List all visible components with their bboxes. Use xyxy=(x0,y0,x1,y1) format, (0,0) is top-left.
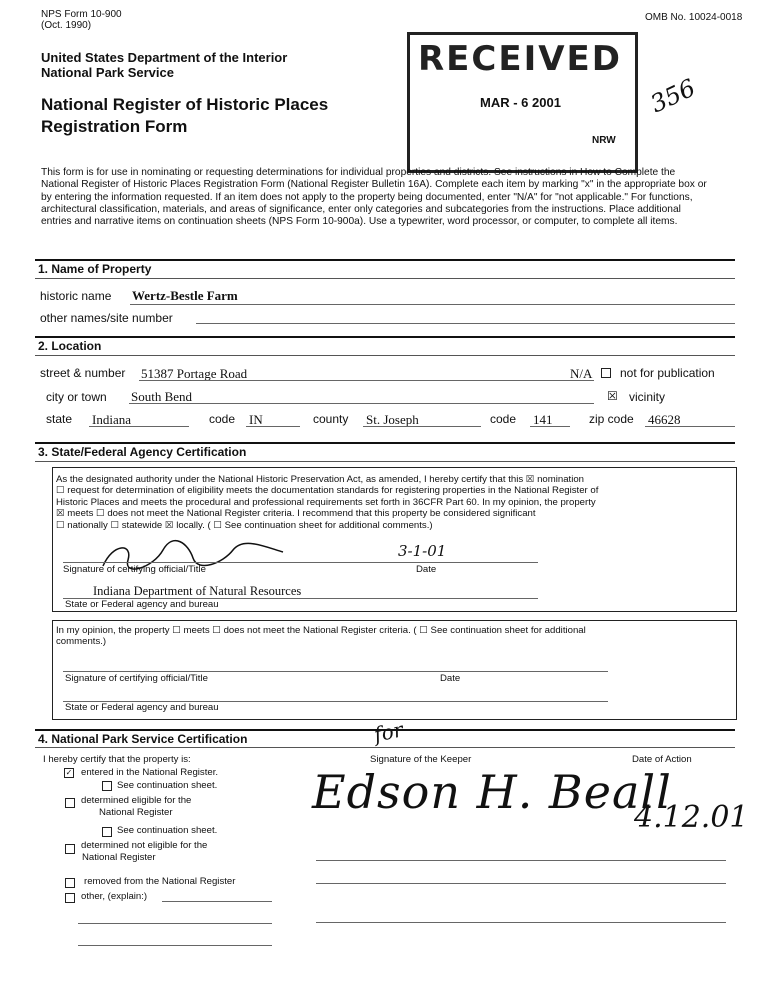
field-line xyxy=(196,323,735,324)
option-eligible: determined eligible for the xyxy=(81,795,192,806)
form-number: NPS Form 10-900 xyxy=(41,9,122,20)
historic-name-label: historic name xyxy=(40,289,112,303)
signature-line xyxy=(316,883,726,884)
entered-checkbox[interactable]: ✓ xyxy=(65,768,73,777)
eligible-checkbox[interactable] xyxy=(65,798,75,808)
section1-heading: 1. Name of Property xyxy=(38,262,152,276)
signature-label: Signature of certifying official/Title xyxy=(63,564,206,575)
omb-number: OMB No. 10024-0018 xyxy=(645,12,743,23)
county-value: St. Joseph xyxy=(366,412,419,427)
intro-line: by entering the information requested. If an item does not apply to the property being documented, enter "N/A" for "not applicable." For functions, xyxy=(41,191,693,203)
signature-line xyxy=(316,860,726,861)
state-value: Indiana xyxy=(92,412,131,427)
opinion-statement xyxy=(56,625,732,648)
cert-line: ☒ meets ☐ does not meet the National Register criteria. I recommend that this property be considered significant xyxy=(56,508,536,520)
field-line xyxy=(246,426,300,427)
action-date-value: 4.12.01 xyxy=(634,800,749,835)
intro-paragraph xyxy=(41,167,731,228)
option-entered: entered in the National Register. xyxy=(81,767,219,778)
option-not-eligible-line2: National Register xyxy=(82,852,156,863)
nps-intro: I hereby certify that the property is: xyxy=(43,754,191,765)
other-checkbox[interactable] xyxy=(65,893,75,903)
cert-line: ☐ nationally ☐ statewide ☒ locally. ( ☐ See continuation sheet for additional comments.) xyxy=(56,519,433,531)
form-title-line1: National Register of Historic Places xyxy=(41,95,329,114)
cert-line: ☐ request for determination of eligibility meets the documentation standards for registering properties in the National Register of xyxy=(56,485,599,497)
date-label: Date xyxy=(440,673,461,684)
agency-label: State or Federal agency and bureau xyxy=(65,599,219,610)
state-label: state xyxy=(46,412,73,426)
keeper-label: Signature of the Keeper xyxy=(370,754,472,765)
stamp-text: RECEIVED xyxy=(418,39,622,79)
city-value: South Bend xyxy=(131,389,193,404)
section4-heading: 4. National Park Service Certification xyxy=(38,732,248,746)
section-rule xyxy=(35,259,735,261)
option-continuation: See continuation sheet. xyxy=(117,825,218,836)
street-label: street & number xyxy=(40,366,126,380)
field-line xyxy=(363,426,481,427)
date-label: Date xyxy=(416,564,437,575)
option-other: other, (explain:) xyxy=(81,891,148,902)
intro-line: This form is for use in nominating or requesting determinations for individual properties and districts. See instructions in How to Complete the xyxy=(41,167,676,178)
continuation-checkbox[interactable] xyxy=(102,827,112,837)
field-line xyxy=(130,304,735,305)
state-certification-box xyxy=(52,467,737,612)
cert-line: Historic Places and meets the procedural and professional requirements set forth in 36CFR Part 60. In my opinion, the property xyxy=(56,496,596,508)
county-code-value: 141 xyxy=(533,412,553,427)
section3-heading: 3. State/Federal Agency Certification xyxy=(38,445,247,459)
field-line xyxy=(645,426,735,427)
agency-label: State or Federal agency and bureau xyxy=(65,702,219,713)
cert-line: As the designated authority under the National Historic Preservation Act, as amended, I hereby certify that this ☒ nomination xyxy=(56,474,585,485)
option-not-eligible: determined not eligible for the xyxy=(81,840,208,851)
explain-line xyxy=(162,901,272,902)
section2-heading: 2. Location xyxy=(38,339,102,353)
agency-value: Indiana Department of Natural Resources xyxy=(93,584,302,598)
intro-line: entries and narrative items on continuation sheets (NPS Form 10-900a). Use a typewriter, word processor, or computer, to complete all items. xyxy=(41,216,678,228)
signature-line xyxy=(63,562,538,563)
opinion-box xyxy=(52,620,737,720)
zip-label: zip code xyxy=(589,412,634,426)
section-rule xyxy=(35,336,735,338)
signature-line xyxy=(316,922,726,923)
field-line xyxy=(129,403,594,404)
stamp-note: NRW xyxy=(592,135,616,146)
field-line xyxy=(89,426,189,427)
action-date-label: Date of Action xyxy=(632,754,692,765)
intro-line: National Register of Historic Places Registration Form (National Register Bulletin 16A). Complete each item by marking "x" in the appropriate box or xyxy=(41,179,707,191)
vicinity-label: vicinity xyxy=(629,390,666,404)
field-line xyxy=(139,380,594,381)
for-annotation: for xyxy=(371,717,406,747)
opinion-line: In my opinion, the property ☐ meets ☐ does not meet the National Register criteria. ( ☐ See continuation sheet for additional xyxy=(56,625,586,636)
certification-date: 3-1-01 xyxy=(398,542,447,560)
form-title-line2: Registration Form xyxy=(41,117,188,136)
not-for-publication-label: not for publication xyxy=(620,366,715,380)
removed-checkbox[interactable] xyxy=(65,878,75,888)
option-continuation: See continuation sheet. xyxy=(117,780,218,791)
section-underline xyxy=(35,278,735,279)
agency-name: National Park Service xyxy=(41,65,174,80)
section-rule xyxy=(35,442,735,444)
signature-label: Signature of certifying official/Title xyxy=(65,673,208,684)
historic-name-value: Wertz-Bestle Farm xyxy=(132,288,238,303)
state-code-label: code xyxy=(209,412,236,426)
city-label: city or town xyxy=(46,390,107,404)
handwritten-number: 356 xyxy=(646,73,700,119)
state-code-value: IN xyxy=(249,412,263,427)
explain-line xyxy=(78,945,272,946)
signature-line xyxy=(63,671,608,672)
intro-line: architectural classification, materials, and areas of significance, enter only categories and subcategories from the instructions. Place additional xyxy=(41,203,681,215)
not-for-publication-checkbox[interactable] xyxy=(601,368,611,378)
vicinity-checkbox[interactable]: ☒ xyxy=(607,389,618,403)
received-stamp xyxy=(407,32,638,173)
field-line xyxy=(530,426,570,427)
na-value: N/A xyxy=(570,366,593,381)
option-eligible-line2: National Register xyxy=(99,807,173,818)
street-value: 51387 Portage Road xyxy=(141,366,248,381)
section-underline xyxy=(35,355,735,356)
keeper-signature: Edson H. Beall xyxy=(312,765,672,819)
continuation-checkbox[interactable] xyxy=(102,781,112,791)
explain-line xyxy=(78,923,272,924)
county-label: county xyxy=(313,412,349,426)
form-date: (Oct. 1990) xyxy=(41,20,92,31)
option-removed: removed from the National Register xyxy=(84,876,236,887)
other-names-label: other names/site number xyxy=(40,311,173,325)
section-underline xyxy=(35,747,735,748)
section-underline xyxy=(35,461,735,462)
stamp-date: MAR - 6 2001 xyxy=(480,95,561,110)
certification-statement xyxy=(56,474,732,531)
opinion-line: comments.) xyxy=(56,636,107,648)
not-eligible-checkbox[interactable] xyxy=(65,844,75,854)
department-name: United States Department of the Interior xyxy=(41,50,288,65)
county-code-label: code xyxy=(490,412,517,426)
zip-value: 46628 xyxy=(648,412,681,427)
